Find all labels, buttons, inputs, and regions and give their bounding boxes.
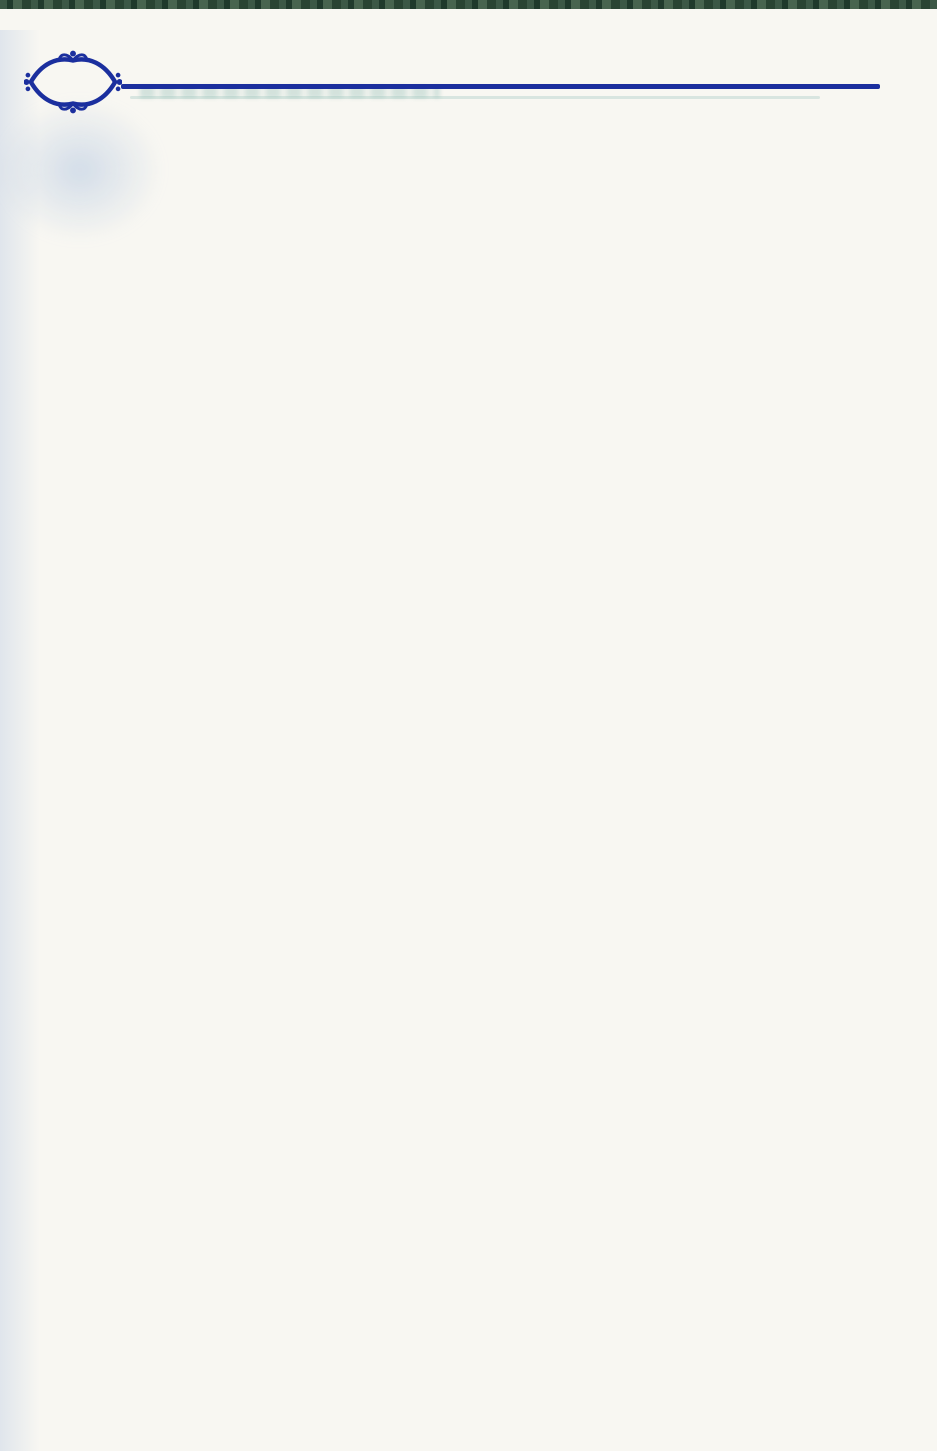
table-of-contents (213, 296, 796, 322)
page-number (24, 49, 122, 113)
header-rule-ghost (130, 96, 820, 99)
header-rule (121, 84, 880, 89)
scan-edge-artifact (0, 0, 937, 9)
